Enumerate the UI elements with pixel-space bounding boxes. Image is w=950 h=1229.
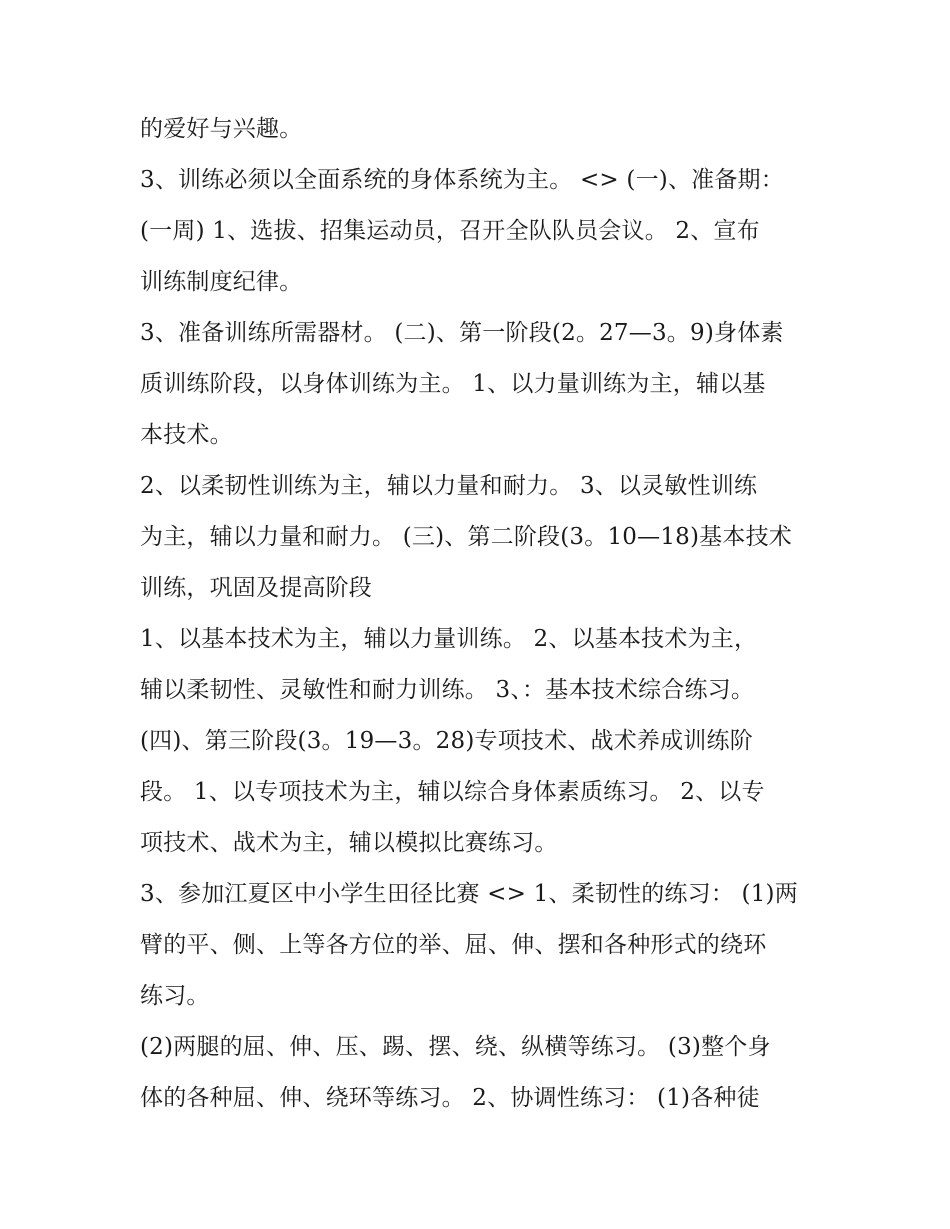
text-line-11: 1、以基本技术为主，辅以力量训练。 2、以基本技术为主，	[140, 626, 758, 652]
text-line-16: 3、参加江夏区中小学生田径比赛 <> 1、柔韧性的练习： (1)两	[140, 881, 798, 907]
text-line-18: 练习。	[140, 983, 210, 1009]
text-line-19: (2)两腿的屈、伸、压、踢、摆、绕、纵横等练习。 (3)整个身	[140, 1034, 771, 1060]
text-line-12: 辅以柔韧性、灵敏性和耐力训练。 3、：基本技术综合练习。	[140, 677, 755, 703]
text-line-17: 臂的平、侧、上等各方位的举、屈、伸、摆和各种形式的绕环	[140, 932, 767, 958]
text-line-7: 本技术。	[140, 422, 233, 448]
text-line-10: 训练，巩固及提高阶段	[140, 575, 372, 601]
text-line-3: (一周) 1、选拔、招集运动员，召开全队队员会议。 2、宣布	[140, 218, 760, 244]
text-line-2: 3、训练必须以全面系统的身体系统为主。 <> (一)、准备期：	[140, 167, 784, 193]
text-line-14: 段。 1、以专项技术为主，辅以综合身体素质练习。 2、以专	[140, 779, 765, 805]
body-text	[140, 104, 830, 1124]
text-line-13: (四)、第三阶段(3。19—3。28)专项技术、战术养成训练阶	[140, 728, 753, 754]
text-line-15: 项技术、战术为主，辅以模拟比赛练习。	[140, 830, 558, 856]
text-line-4: 训练制度纪律。	[140, 269, 303, 295]
text-line-6: 质训练阶段，以身体训练为主。 1、以力量训练为主，辅以基	[140, 371, 766, 397]
text-line-9: 为主，辅以力量和耐力。 (三)、第二阶段(3。10—18)基本技术	[140, 524, 792, 550]
text-line-1: 的爱好与兴趣。	[140, 116, 303, 142]
text-line-20: 体的各种屈、伸、绕环等练习。 2、协调性练习： (1)各种徒	[140, 1085, 760, 1111]
text-line-8: 2、以柔韧性训练为主，辅以力量和耐力。 3、以灵敏性训练	[140, 473, 758, 499]
text-line-5: 3、准备训练所需器材。 (二)、第一阶段(2。27—3。9)身体素	[140, 320, 784, 346]
